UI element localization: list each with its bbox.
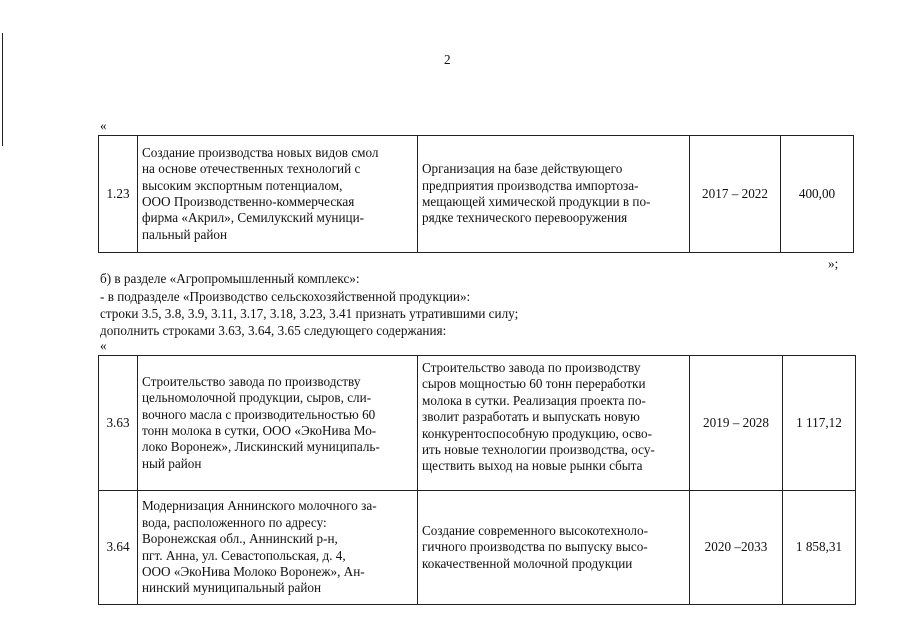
page-edge-line bbox=[2, 33, 3, 146]
table-row bbox=[99, 136, 854, 253]
text-line: высоким экспортным потенциалом, bbox=[142, 177, 343, 193]
text-line: цельномолочной продукции, сыров, сли- bbox=[142, 390, 372, 406]
text-line: Создание производства новых видов смол bbox=[142, 144, 379, 160]
text-line: кокачественной молочной продукции bbox=[422, 555, 633, 571]
text-line: Модернизация Аннинского молочного за- bbox=[142, 498, 377, 514]
text-line: мещающей химической продукции в по- bbox=[422, 194, 651, 209]
text-line: Организация на базе действующего bbox=[422, 161, 623, 177]
period-cell: 2020 –2033 bbox=[690, 491, 783, 605]
paragraph-line: - в подразделе «Производство сельскохозяйственной продукции»: bbox=[100, 289, 471, 304]
text-line: пальный район bbox=[142, 226, 228, 242]
text-line: вочного масла с производительностью 60 bbox=[142, 406, 376, 422]
text-line: Строительство завода по производству bbox=[142, 373, 361, 389]
project-description-cell bbox=[418, 491, 690, 605]
project-description-cell bbox=[418, 356, 690, 491]
amount-cell: 1 858,31 bbox=[783, 491, 856, 605]
table-row bbox=[99, 491, 856, 605]
text-line: предприятия производства импортоза- bbox=[422, 177, 639, 193]
text-line: Создание современного высокотехноло- bbox=[422, 522, 648, 538]
table-row bbox=[99, 356, 856, 491]
text-line: локо Воронеж», Лискинский муниципаль- bbox=[142, 439, 380, 455]
closing-quote: »; bbox=[828, 256, 839, 271]
text-line: пгт. Анна, ул. Севастопольская, д. 4, bbox=[142, 547, 346, 563]
project-description-cell bbox=[418, 136, 690, 253]
text-line: сыров мощностью 60 тонн переработки bbox=[422, 376, 646, 392]
table-agro bbox=[98, 355, 856, 605]
text-line: на основе отечественных технологий с bbox=[142, 161, 361, 177]
text-line: Строительство завода по производству bbox=[422, 360, 641, 375]
page-number: 2 bbox=[444, 52, 451, 67]
row-number: 1.23 bbox=[99, 136, 138, 253]
text-line: конкурентоспособную продукцию, осво- bbox=[422, 425, 653, 441]
text-line: ный район bbox=[142, 455, 202, 471]
text-line: нинский муниципальный район bbox=[142, 580, 322, 596]
text-line: Воронежская обл., Аннинский р-н, bbox=[142, 531, 338, 547]
project-name-cell bbox=[138, 356, 418, 491]
text-line: тонн молока в сутки, ООО «ЭкоНива Мо- bbox=[142, 423, 377, 438]
text-line: ить новые технологии производства, осу- bbox=[422, 442, 655, 458]
row-number: 3.63 bbox=[99, 356, 138, 491]
period-cell: 2019 – 2028 bbox=[690, 356, 783, 491]
text-line: фирма «Акрил», Семилукский муници- bbox=[142, 210, 365, 226]
text-line: вода, расположенного по адресу: bbox=[142, 514, 327, 530]
row-number: 3.64 bbox=[99, 491, 138, 605]
text-line: ООО Производственно-коммерческая bbox=[142, 194, 355, 209]
amount-cell: 400,00 bbox=[781, 136, 854, 253]
paragraph-line: дополнить строками 3.63, 3.64, 3.65 следующего содержания: bbox=[100, 323, 447, 338]
text-line: зволит разработать и выпускать новую bbox=[422, 409, 640, 425]
project-name-cell bbox=[138, 136, 418, 253]
paragraph-line: б) в разделе «Агропромышленный комплекс»: bbox=[100, 271, 360, 286]
text-line: гичного производства по выпуску высо- bbox=[422, 539, 648, 555]
amount-cell: 1 117,12 bbox=[783, 356, 856, 491]
text-line: молока в сутки. Реализация проекта по- bbox=[422, 392, 646, 408]
text-line: ществить выход на новые рынки сбыта bbox=[422, 458, 643, 474]
table-industry bbox=[98, 135, 854, 253]
opening-quote-2: « bbox=[100, 338, 107, 353]
paragraph-line: строки 3.5, 3.8, 3.9, 3.11, 3.17, 3.18, 3.23, 3.41 признать утратившими силу; bbox=[100, 306, 519, 321]
text-line: рядке технического перевооружения bbox=[422, 210, 628, 226]
text-line: ООО «ЭкоНива Молоко Воронеж», Ан- bbox=[142, 563, 365, 579]
period-cell: 2017 – 2022 bbox=[690, 136, 781, 253]
project-name-cell bbox=[138, 491, 418, 605]
opening-quote-1: « bbox=[100, 118, 107, 133]
